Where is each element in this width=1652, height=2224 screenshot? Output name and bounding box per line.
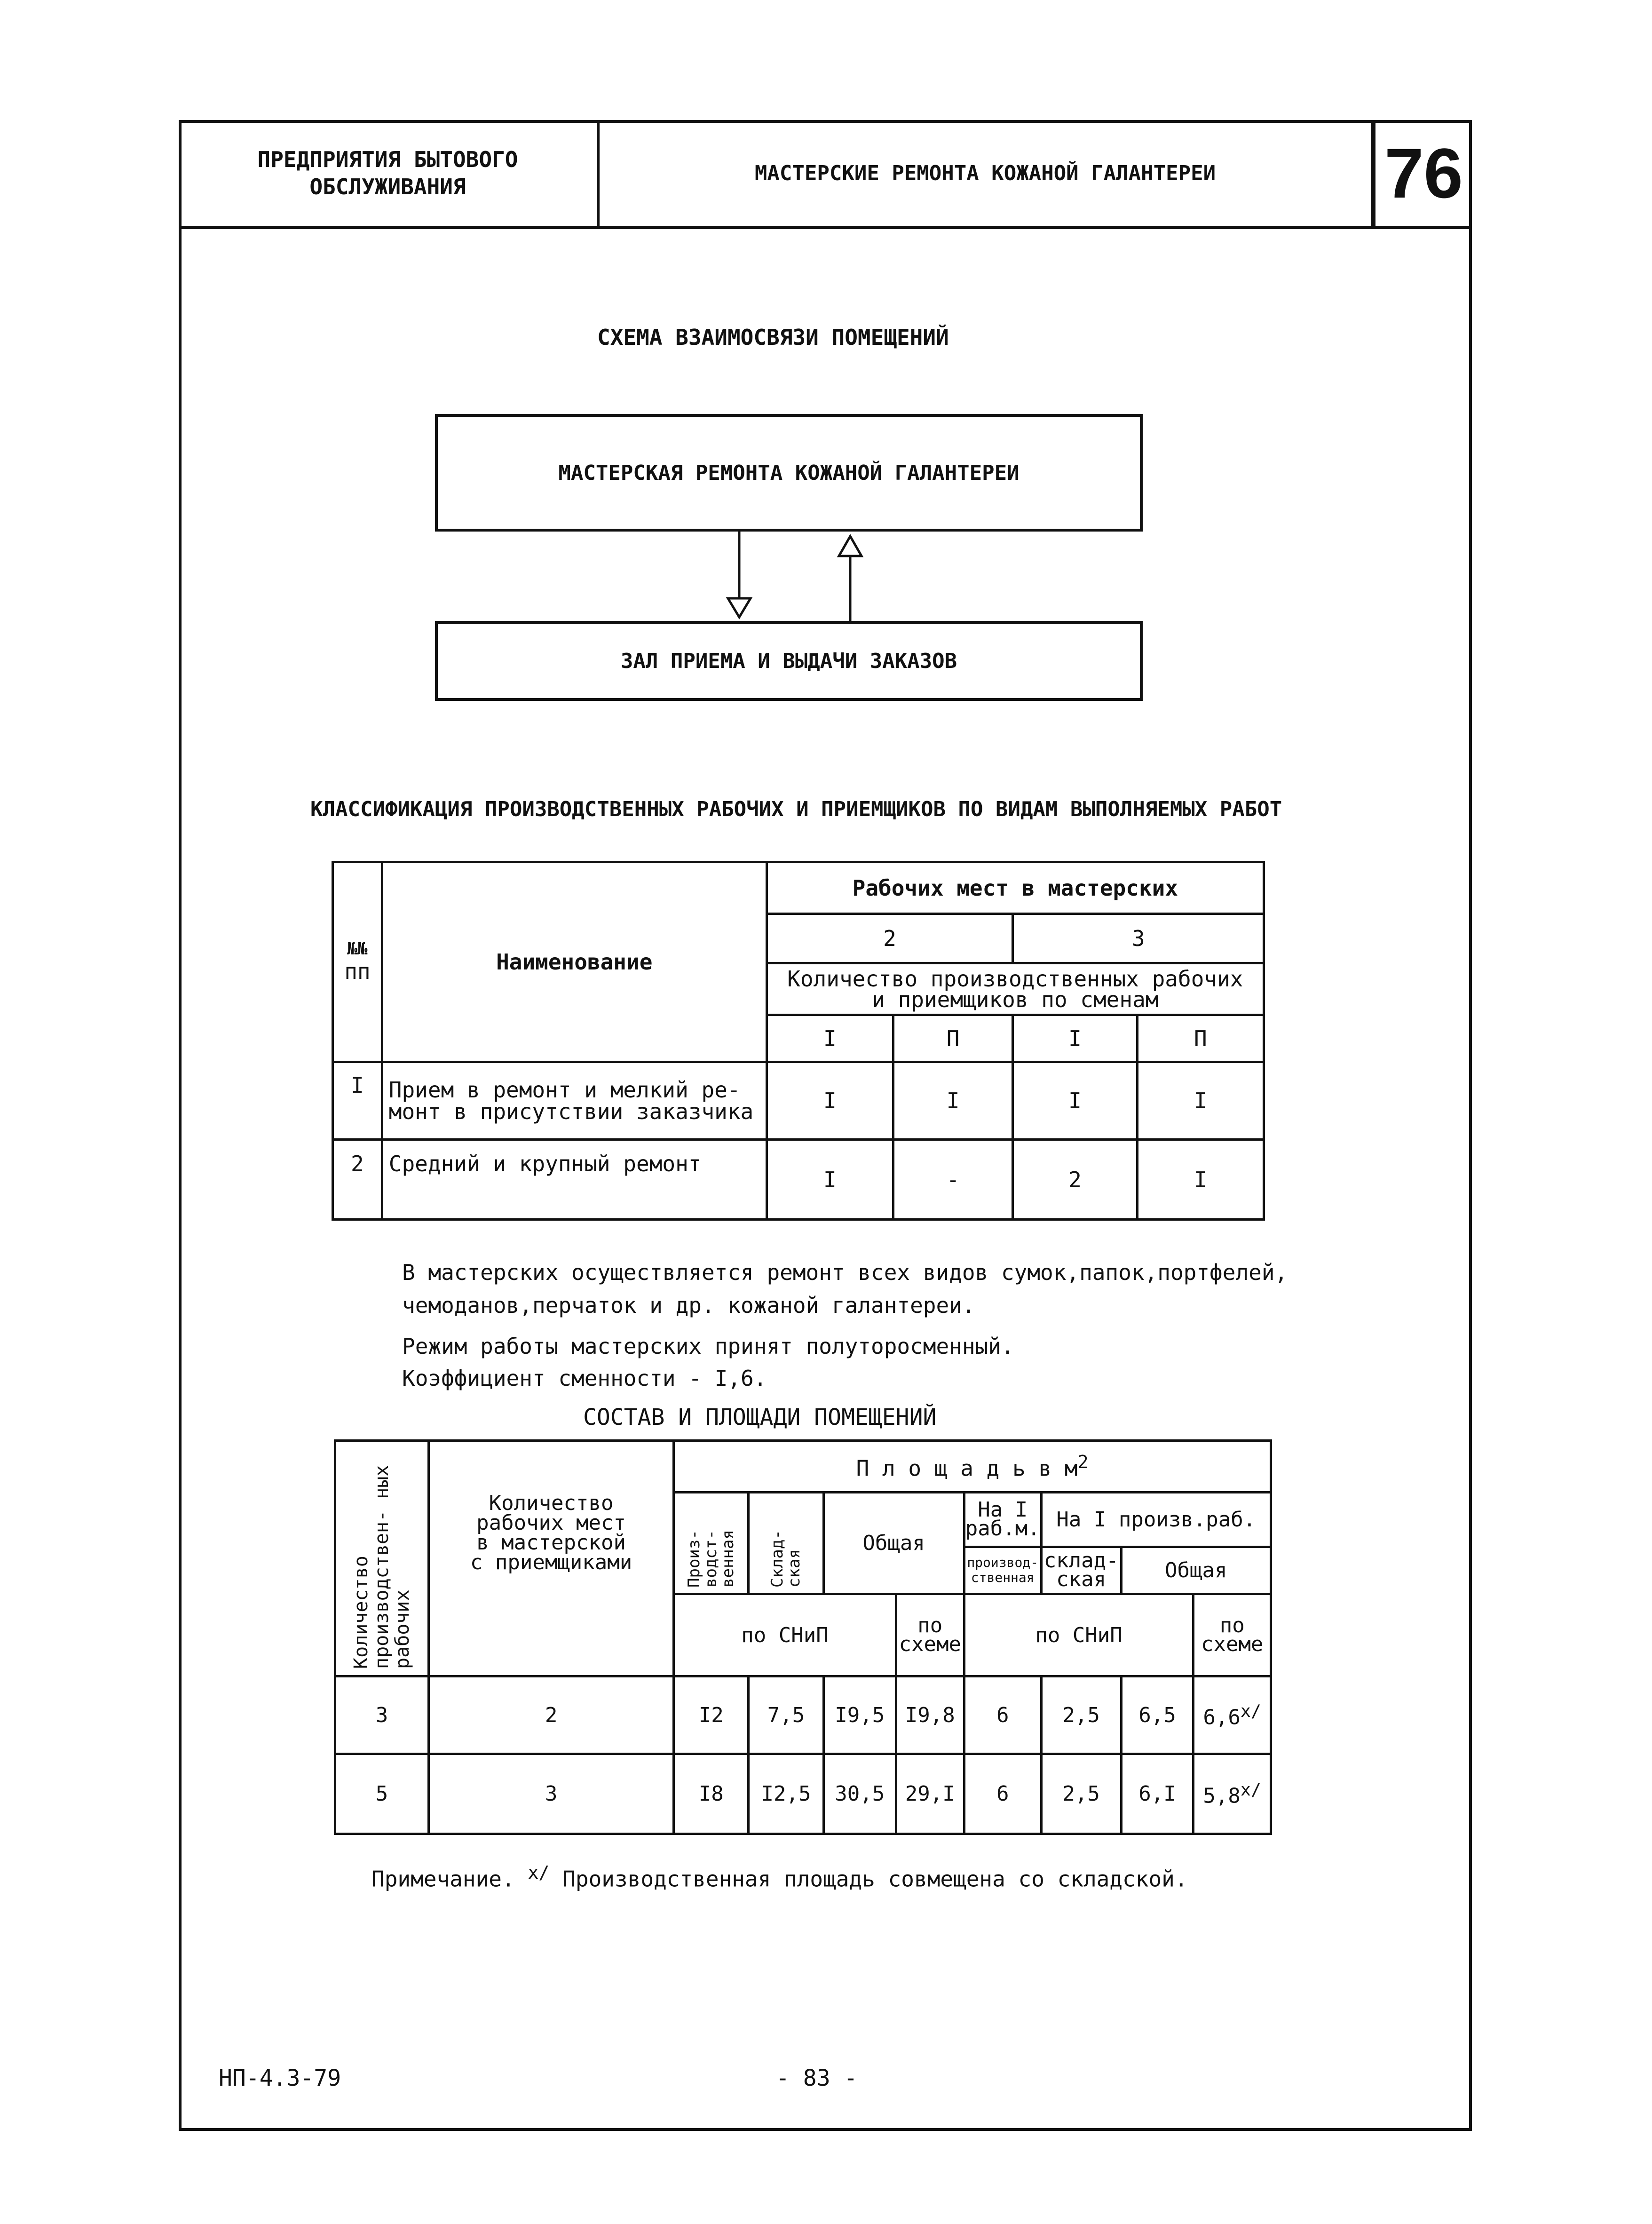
cell-per-worker-store: 2,5 (1041, 1754, 1121, 1834)
per-worker-storage: склад- ская (1041, 1547, 1121, 1594)
cell-total-scheme: I9,8 (896, 1676, 964, 1754)
shift-1: I (1013, 1015, 1137, 1062)
text-paragraph-3: Коэффициент сменности - I,6. (402, 1366, 767, 1391)
per-place-production: производ- ственная (964, 1547, 1041, 1594)
cell-per-place-prod: 6 (964, 1754, 1041, 1834)
table-row (335, 1754, 1271, 1834)
col-places-header: Количество рабочих мест в мастерской с приемщиками (428, 1441, 673, 1676)
cell-prod: I8 (674, 1754, 749, 1834)
shift-header: Количество производственных рабочих и приемщиков по сменам (767, 963, 1264, 1015)
cell-prod: I2 (674, 1676, 749, 1754)
cell-value: 2 (1013, 1140, 1137, 1220)
text-paragraph-2: Режим работы мастерских принят полуторосменный. (402, 1334, 1014, 1359)
by-scheme-label: по схеме (896, 1594, 964, 1676)
header-title: МАСТЕРСКИЕ РЕМОНТА КОЖАНОЙ ГАЛАНТЕРЕИ (600, 120, 1371, 229)
per-place-header: На I раб.м. (964, 1493, 1041, 1547)
col-total-header: Общая (823, 1493, 964, 1594)
classification-title: КЛАССИФИКАЦИЯ ПРОИЗВОДСТВЕННЫХ РАБОЧИХ И ПРИЕМЩИКОВ ПО ВИДАМ ВЫПОЛНЯЕМЫХ РАБОТ (310, 797, 1282, 821)
shift-2: П (893, 1015, 1012, 1062)
cell-value: I (767, 1062, 893, 1140)
table-row (333, 1140, 1264, 1220)
row-name: Средний и крупный ремонт (382, 1140, 767, 1220)
composition-table (334, 1439, 1272, 1835)
area-header: П л о щ а д ь в $м^2$ (674, 1441, 1271, 1493)
table-row (333, 1062, 1264, 1140)
cell-value: I (893, 1062, 1012, 1140)
footnote-label: Примечание. (372, 1866, 515, 1892)
row-number: 2 (333, 1140, 382, 1220)
shift-1: I (767, 1015, 893, 1062)
text-paragraph-1b: чемоданов,перчаток и др. кожаной галантереи. (402, 1293, 975, 1318)
footnote (372, 1856, 1188, 1896)
table-row (335, 1676, 1271, 1754)
cell-per-worker-total-snip: 6,I (1121, 1754, 1194, 1834)
col-workers-header: Количество производствен- ных рабочих (335, 1441, 429, 1676)
cell-workers: 3 (335, 1676, 429, 1754)
col-name-header: Наименование (382, 862, 767, 1062)
cell-per-place-prod: 6 (964, 1676, 1041, 1754)
col-number-header: №№ пп (333, 862, 382, 1062)
workplaces-header: Рабочих мест в мастерских (767, 862, 1264, 914)
shift-2: П (1137, 1015, 1264, 1062)
cell-store: 7,5 (749, 1676, 823, 1754)
cell-total-snip: 30,5 (823, 1754, 896, 1834)
cell-value: I (1137, 1140, 1264, 1220)
cell-per-worker-total-scheme: $5,8^{x/}$ (1194, 1754, 1271, 1834)
row-name: Прием в ремонт и мелкий ре- монт в присутствии заказчика (382, 1062, 767, 1140)
arrow-up-head (839, 536, 862, 556)
cell-workers: 5 (335, 1754, 429, 1834)
cell-store: I2,5 (749, 1754, 823, 1834)
col-production-header: Произ- водст- венная (674, 1493, 749, 1594)
scheme-title: СХЕМА ВЗАИМОСВЯЗИ ПОМЕЩЕНИЙ (597, 325, 949, 350)
cell-per-worker-total-scheme: $6,6^{x/}$ (1194, 1676, 1271, 1754)
classification-table (332, 861, 1265, 1221)
scheme-box-workshop: МАСТЕРСКАЯ РЕМОНТА КОЖАНОЙ ГАЛАНТЕРЕИ (435, 414, 1143, 532)
cell-value: I (767, 1140, 893, 1220)
workplaces-3: 3 (1013, 914, 1264, 963)
workplaces-2: 2 (767, 914, 1013, 963)
cell-places: 2 (428, 1676, 673, 1754)
scheme-box-reception: ЗАЛ ПРИЕМА И ВЫДАЧИ ЗАКАЗОВ (435, 621, 1143, 701)
cell-total-snip: I9,5 (823, 1676, 896, 1754)
row-number: I (333, 1062, 382, 1140)
footnote-text: Производственная площадь совмещена со складской. (562, 1866, 1188, 1892)
cell-value: I (1013, 1062, 1137, 1140)
by-snip-label: по СНиП (674, 1594, 896, 1676)
document-code: НП-4.3-79 (219, 2065, 341, 2091)
per-worker-header: На I произв.раб. (1041, 1493, 1271, 1547)
text-paragraph-1: В мастерских осуществляется ремонт всех видов сумок,папок,портфелей, (402, 1260, 1288, 1285)
cell-places: 3 (428, 1754, 673, 1834)
header-category: ПРЕДПРИЯТИЯ БЫТОВОГО ОБСЛУЖИВАНИЯ (179, 120, 600, 229)
page-number: - 83 - (776, 2065, 858, 2091)
cell-value: I (1137, 1062, 1264, 1140)
composition-title: СОСТАВ И ПЛОЩАДИ ПОМЕЩЕНИЙ (583, 1404, 937, 1430)
cell-total-scheme: 29,I (896, 1754, 964, 1834)
sheet-number: 76 (1371, 120, 1472, 229)
cell-per-worker-store: 2,5 (1041, 1676, 1121, 1754)
per-worker-total: Общая (1121, 1547, 1271, 1594)
by-snip-label: по СНиП (964, 1594, 1194, 1676)
by-scheme-label: по схеме (1194, 1594, 1271, 1676)
cell-per-worker-total-snip: 6,5 (1121, 1676, 1194, 1754)
footnote-mark: x/ (528, 1862, 550, 1883)
cell-value: - (893, 1140, 1012, 1220)
col-storage-header: Склад- ская (749, 1493, 823, 1594)
arrow-down-head (728, 598, 751, 617)
